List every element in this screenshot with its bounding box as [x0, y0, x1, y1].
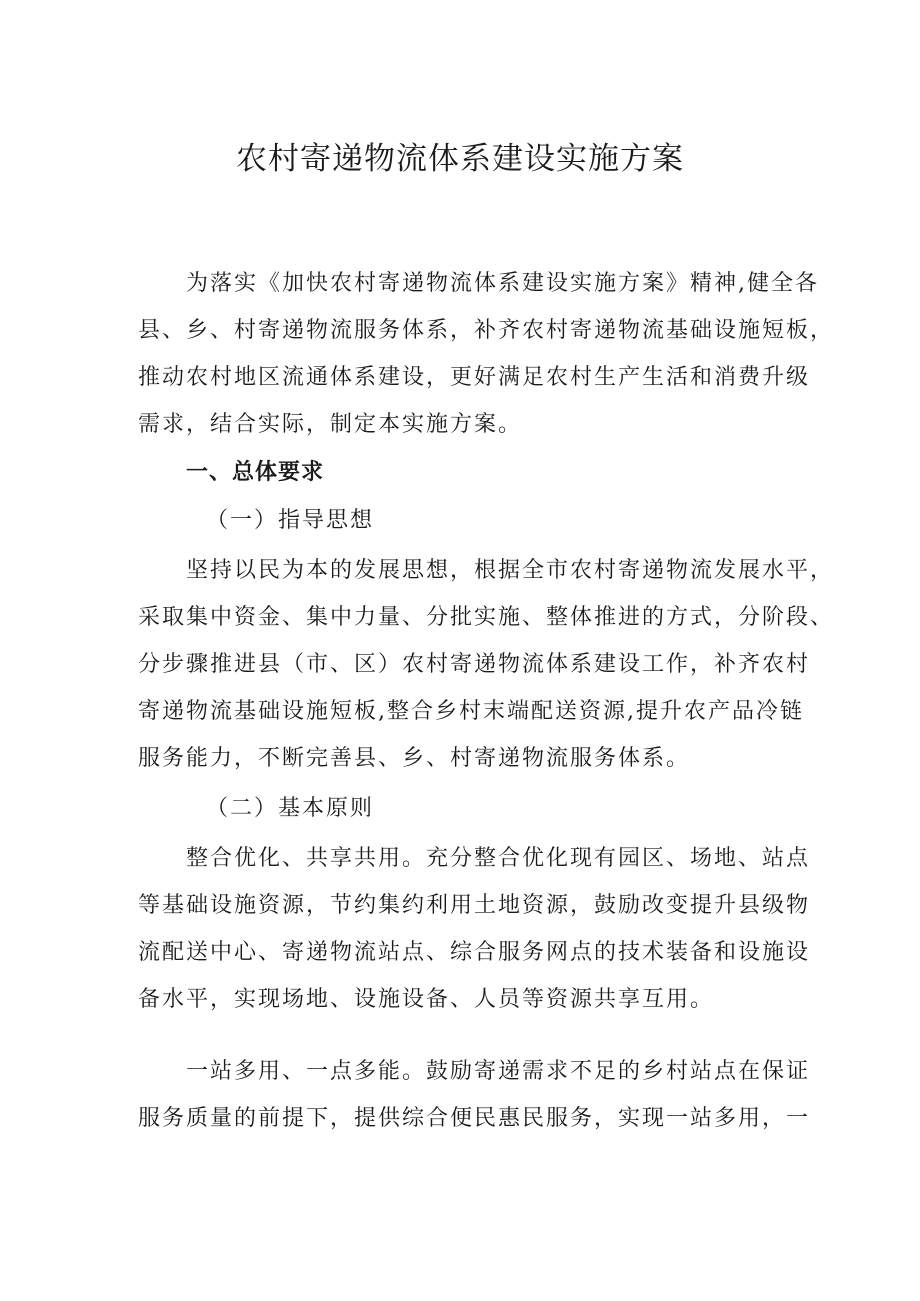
guiding-ideology-line-5: 服务能力，不断完善县、乡、村寄递物流服务体系。	[138, 746, 691, 771]
subsection-heading-basic-principles: （二）基本原则	[206, 796, 375, 821]
principle-2-line-1: 一站多用、一点多能。鼓励寄递需求不足的乡村站点在保证	[186, 1059, 811, 1084]
guiding-ideology-line-3: 分步骤推进县（市、区）农村寄递物流体系建设工作，补齐农村	[138, 652, 811, 677]
intro-line-4: 需求，结合实际，制定本实施方案。	[138, 412, 523, 437]
principle-1-line-3: 流配送中心、寄递物流站点、综合服务网点的技术装备和设施设	[138, 940, 811, 965]
principle-1-line-4: 备水平，实现场地、设施设备、人员等资源共享互用。	[138, 987, 715, 1012]
guiding-ideology-line-4: 寄递物流基础设施短板,整合乡村末端配送资源,提升农产品冷链	[138, 699, 804, 724]
guiding-ideology-line-1: 坚持以民为本的发展思想，根据全市农村寄递物流发展水平，	[186, 558, 835, 583]
intro-line-1: 为落实《加快农村寄递物流体系建设实施方案》精神,健全各	[186, 271, 819, 296]
principle-1-line-2: 等基础设施资源，节约集约利用土地资源，鼓励改变提升县级物	[138, 893, 811, 918]
intro-line-2: 县、乡、村寄递物流服务体系，补齐农村寄递物流基础设施短板，	[138, 318, 835, 343]
section-heading-general-requirements: 一、总体要求	[186, 460, 325, 485]
intro-line-3: 推动农村地区流通体系建设，更好满足农村生产生活和消费升级	[138, 365, 811, 390]
subsection-heading-guiding-ideology: （一）指导思想	[206, 508, 375, 533]
document-title: 农村寄递物流体系建设实施方案	[236, 141, 684, 177]
guiding-ideology-line-2: 采取集中资金、集中力量、分批实施、整体推进的方式，分阶段、	[138, 605, 835, 630]
principle-2-line-2: 服务质量的前提下，提供综合便民惠民服务，实现一站多用，一	[138, 1106, 811, 1131]
principle-1-line-1: 整合优化、共享共用。充分整合优化现有园区、场地、站点	[186, 846, 811, 871]
